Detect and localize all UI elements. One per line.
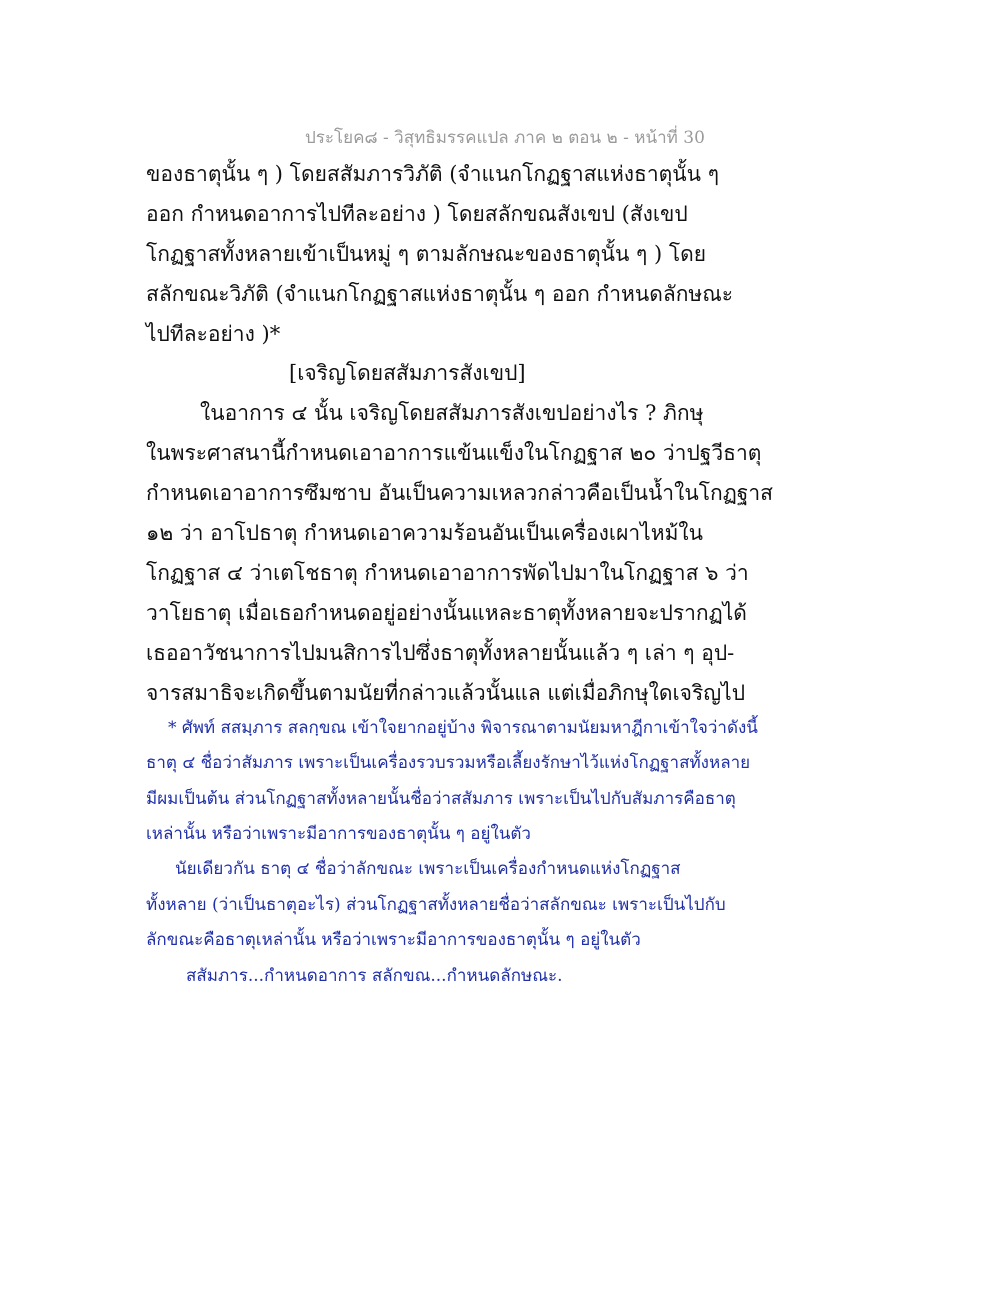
body-line: สลักขณะวิภัติ (จำแนกโกฏฐาสแห่งธาตุนั้น ๆ ออก กำหนดลักษณะ bbox=[146, 282, 734, 306]
body-line: ในพระศาสนานี้กำหนดเอาอาการแข้นแข็งในโกฏฐาส ๒๐ ว่าปฐวีธาตุ bbox=[146, 441, 762, 465]
footnote-line: เหล่านั้น หรือว่าเพราะมีอาการของธาตุนั้น ๆ อยู่ในตัว bbox=[146, 824, 531, 844]
footnote-line: มีผมเป็นต้น ส่วนโกฏฐาสทั้งหลายนั้นชื่อว่าสสัมภาร เพราะเป็นไปกับสัมภารคือธาตุ bbox=[146, 789, 736, 809]
footnote-line: สสัมภาร...กำหนดอาการ สลักขณ...กำหนดลักษณะ. bbox=[186, 966, 563, 986]
footnote-line: * ศัพท์ สสมฺภาร สลกฺขณ เข้าใจยากอยู่บ้าง พิจารณาตามนัยมหาฎีกาเข้าใจว่าดังนี้ bbox=[168, 718, 758, 738]
body-line: กำหนดเอาอาการซึมซาบ อันเป็นความเหลวกล่าวคือเป็นน้ำในโกฏฐาส bbox=[146, 481, 773, 505]
body-line: วาโยธาตุ เมื่อเธอกำหนดอยู่อย่างนั้นแหละธาตุทั้งหลายจะปรากฏได้ bbox=[146, 601, 747, 625]
body-line: ไปทีละอย่าง )* bbox=[146, 322, 281, 346]
body-line: เธออาวัชนาการไปมนสิการไปซึ่งธาตุทั้งหลายนั้นแล้ว ๆ เล่า ๆ อุป- bbox=[146, 641, 735, 665]
footnote-line: ธาตุ ๔ ชื่อว่าสัมภาร เพราะเป็นเครื่องรวบรวมหรือเลี้ยงรักษาไว้แห่งโกฏฐาสทั้งหลาย bbox=[146, 753, 751, 773]
section-heading: [เจริญโดยสสัมภารสังเขป] bbox=[289, 361, 526, 385]
footnote-line: นัยเดียวกัน ธาตุ ๔ ชื่อว่าลักขณะ เพราะเป็นเครื่องกำหนดแห่งโกฏฐาส bbox=[175, 859, 681, 879]
footnote-line: ทั้งหลาย (ว่าเป็นธาตุอะไร) ส่วนโกฏฐาสทั้งหลายชื่อว่าสลักขณะ เพราะเป็นไปกับ bbox=[146, 895, 726, 915]
body-line: ๑๒ ว่า อาโปธาตุ กำหนดเอาความร้อนอันเป็นเครื่องเผาไหม้ใน bbox=[146, 521, 704, 545]
body-line: ในอาการ ๔ นั้น เจริญโดยสสัมภารสังเขปอย่างไร ? ภิกษุ bbox=[200, 401, 704, 425]
body-line: จารสมาธิจะเกิดขึ้นตามนัยที่กล่าวแล้วนั้นแล แต่เมื่อภิกษุใดเจริญไป bbox=[146, 681, 746, 705]
body-line: โกฏฐาส ๔ ว่าเตโชธาตุ กำหนดเอาอาการพัดไปมาในโกฏฐาส ๖ ว่า bbox=[146, 561, 749, 585]
body-line: ออก กำหนดอาการไปทีละอย่าง ) โดยสลักขณสังเขป (สังเขป bbox=[146, 202, 688, 226]
running-header: ประโยค๘ - วิสุทธิมรรคแปล ภาค ๒ ตอน ๒ - หน้าที่ 30 bbox=[305, 128, 705, 148]
footnote-line: ลักขณะคือธาตุเหล่านั้น หรือว่าเพราะมีอาการของธาตุนั้น ๆ อยู่ในตัว bbox=[146, 930, 641, 950]
body-line: โกฏฐาสทั้งหลายเข้าเป็นหมู่ ๆ ตามลักษณะของธาตุนั้น ๆ ) โดย bbox=[146, 242, 707, 266]
body-line: ของธาตุนั้น ๆ ) โดยสสัมภารวิภัติ (จำแนกโกฏฐาสแห่งธาตุนั้น ๆ bbox=[146, 162, 719, 186]
